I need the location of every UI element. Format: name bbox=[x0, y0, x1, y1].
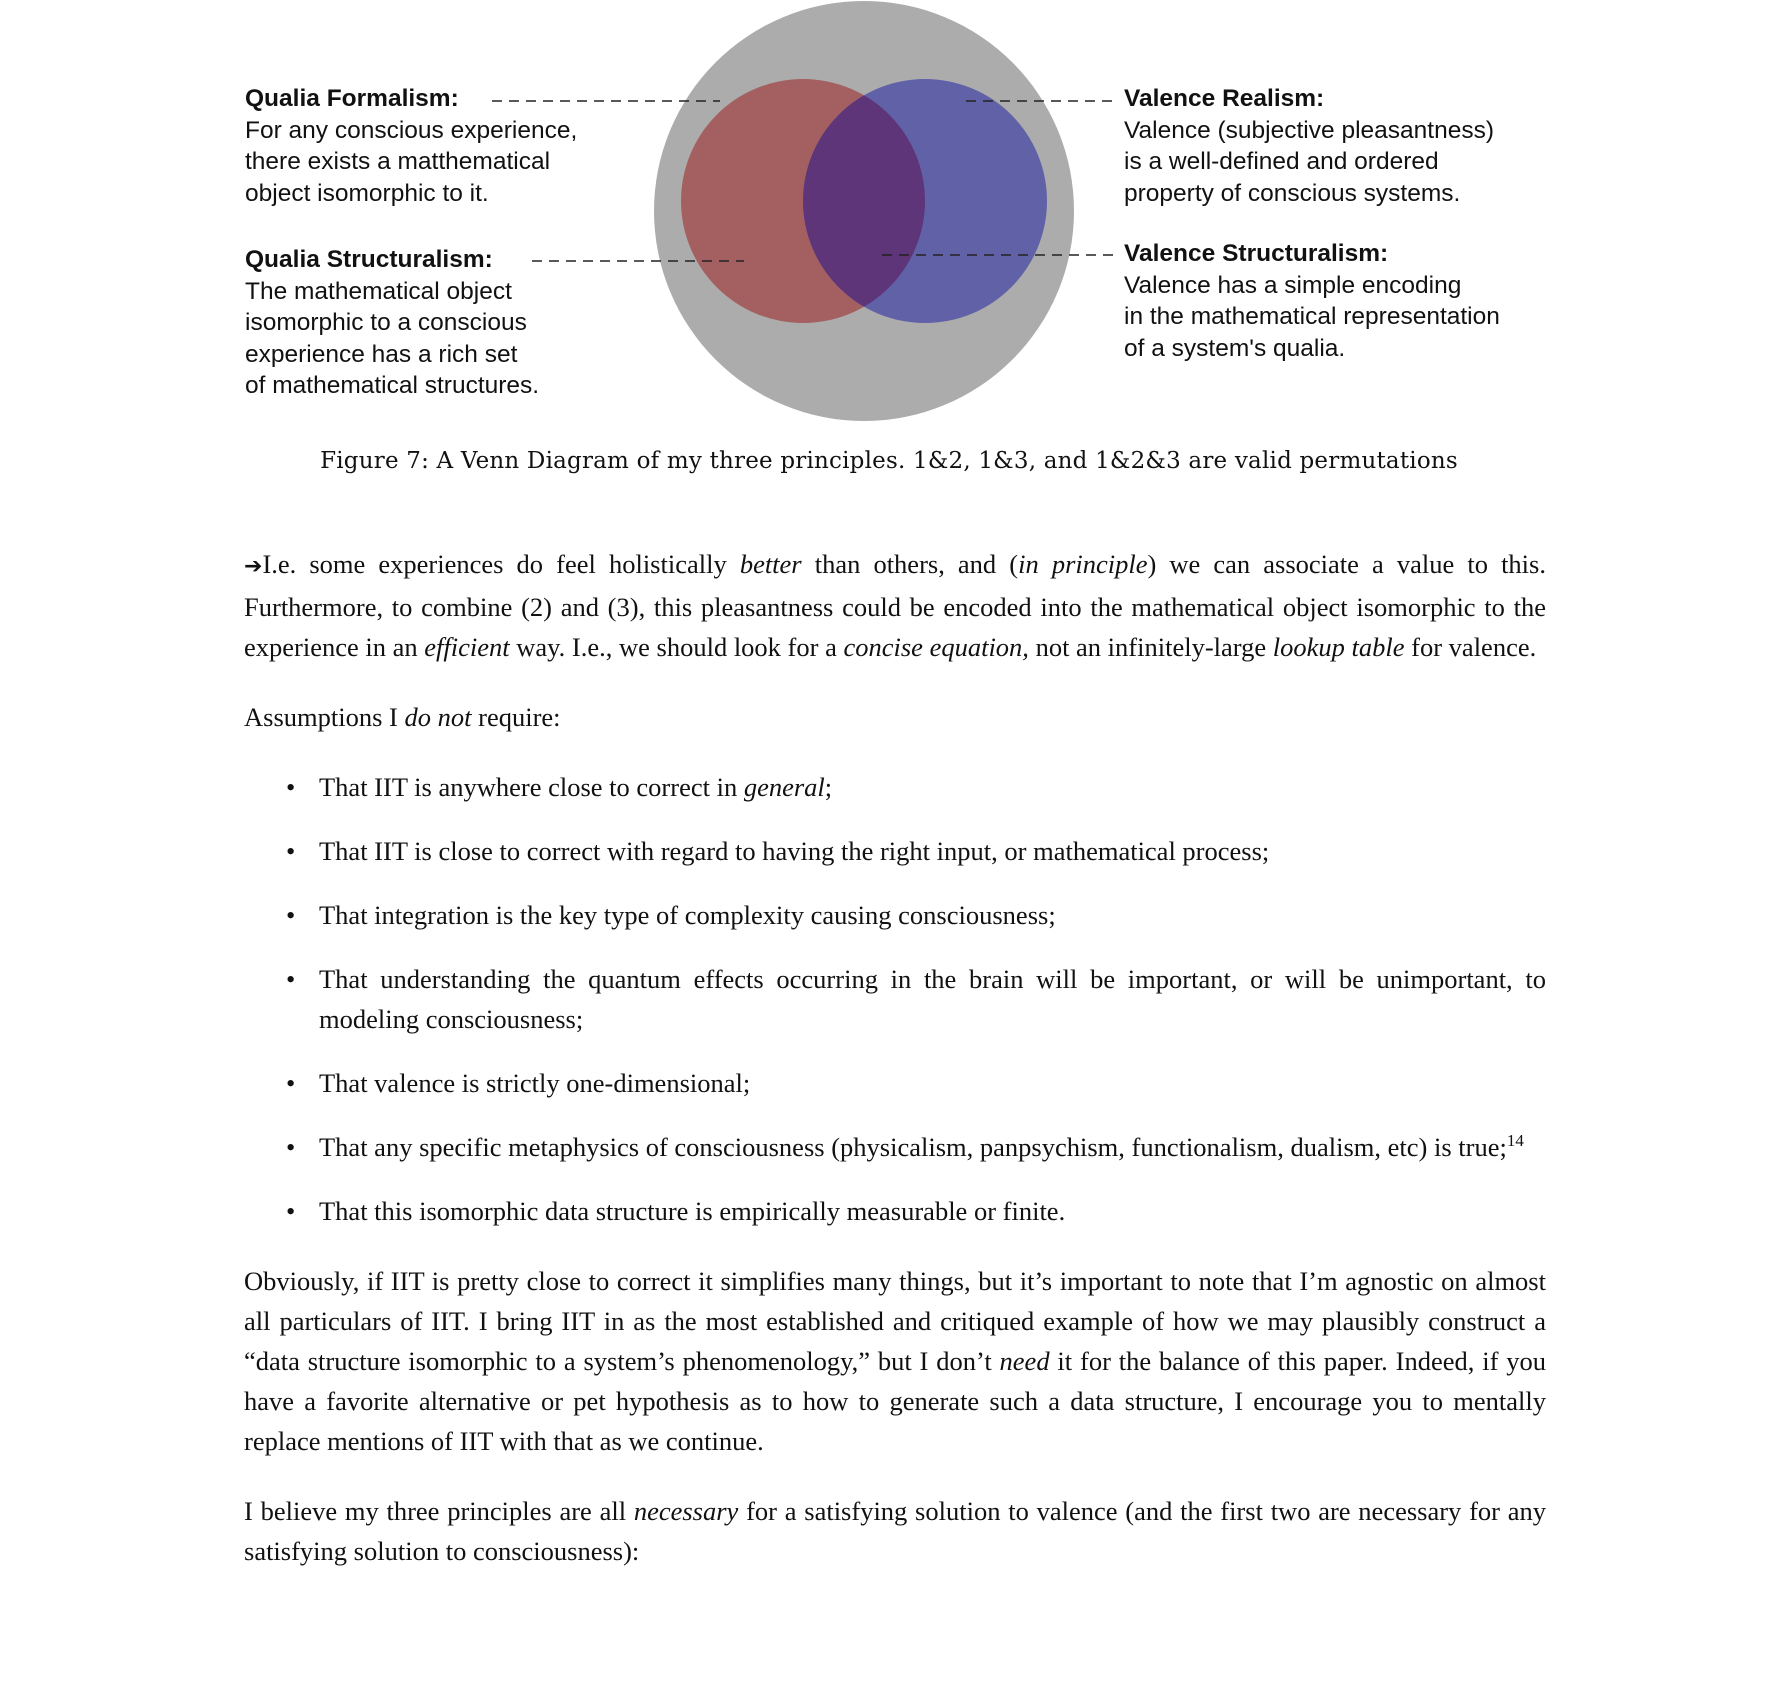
bullet-icon: • bbox=[286, 964, 296, 994]
list-item bbox=[244, 831, 1546, 871]
text-run: That any specific metaphysics of consciousness (physicalism, panpsychism, functionalism, dualism, etc) is true; bbox=[319, 1132, 1507, 1162]
paragraph-necessary-principles bbox=[244, 1491, 1546, 1571]
text-run: That integration is the key type of complexity causing consciousness; bbox=[319, 900, 1056, 930]
valence-structuralism-line: of a system's qualia. bbox=[1124, 334, 1346, 362]
valence-structuralism-line: Valence has a simple encoding bbox=[1124, 271, 1462, 299]
valence-structuralism-heading: Valence Structuralism: bbox=[1124, 240, 1389, 267]
arrow-icon: ➔ bbox=[244, 554, 263, 579]
qualia-structuralism-heading: Qualia Structuralism: bbox=[245, 246, 493, 273]
list-item bbox=[244, 767, 1546, 807]
text-run: not an infinitely-large bbox=[1028, 632, 1273, 662]
paragraph-iit-agnostic bbox=[244, 1261, 1546, 1461]
bullet-icon: • bbox=[286, 1196, 296, 1226]
italic-run: concise equation, bbox=[843, 632, 1029, 662]
bullet-icon: • bbox=[286, 836, 296, 866]
body-text bbox=[244, 544, 1546, 1571]
qualia-formalism-line: there exists a matthematical bbox=[245, 148, 551, 175]
list-item bbox=[244, 1191, 1546, 1231]
italic-run: general bbox=[743, 772, 825, 802]
valence-realism-heading: Valence Realism: bbox=[1124, 85, 1325, 112]
text-run: for valence. bbox=[1404, 632, 1537, 662]
qualia-structuralism-line: experience has a rich set bbox=[245, 340, 518, 368]
valence-realism-line: property of conscious systems. bbox=[1124, 179, 1461, 207]
text-run: than others, and ( bbox=[801, 549, 1019, 579]
text-run: it for the balance of this paper. Indeed, if you have a favorite alternative or pet hypothesis as to how to generate such a data structure, I encourage you to mentally replace mentions of IIT with that as we continue. bbox=[244, 1346, 1546, 1456]
valence-structuralism-line: in the mathematical representation bbox=[1124, 303, 1500, 330]
valence-realism-line: is a well-defined and ordered bbox=[1124, 148, 1439, 175]
qualia-formalism-heading: Qualia Formalism: bbox=[245, 85, 459, 112]
bullet-icon: • bbox=[286, 1068, 296, 1098]
text-run: That this isomorphic data structure is empirically measurable or finite. bbox=[319, 1196, 1066, 1226]
italic-run: efficient bbox=[424, 632, 510, 662]
venn-figure bbox=[0, 0, 1778, 420]
assumptions-list bbox=[244, 767, 1546, 1231]
qualia-structuralism-line: The mathematical object bbox=[245, 277, 512, 305]
bullet-icon: • bbox=[286, 772, 296, 802]
text-run: That valence is strictly one-dimensional; bbox=[319, 1068, 751, 1098]
text-run: require: bbox=[471, 702, 561, 732]
italic-run: need bbox=[999, 1346, 1050, 1376]
valence-structuralism-label bbox=[1124, 238, 1500, 364]
list-item bbox=[244, 959, 1546, 1039]
figure-caption: Figure 7: A Venn Diagram of my three principles. 1&2, 1&3, and 1&2&3 are valid permutations bbox=[320, 448, 1458, 474]
qualia-formalism-line: For any conscious experience, bbox=[245, 116, 578, 144]
text-run: ; bbox=[824, 772, 833, 802]
text-run: Obviously, if IIT is pretty close to correct it simplifies many things, but it’s important to note that I’m agnostic on almost all particulars of IIT. I bring IIT in as the most established and critiqued example of how we may plausibly construct a “data structure isomorphic to a system’s phenomenology,” but I don’t bbox=[244, 1266, 1546, 1376]
paragraph-assumptions-intro bbox=[244, 697, 1546, 737]
text-run: Assumptions I bbox=[244, 702, 405, 732]
bullet-icon: • bbox=[286, 900, 296, 930]
list-item bbox=[244, 1063, 1546, 1103]
text-run: I believe my three principles are all bbox=[244, 1496, 634, 1526]
qualia-structuralism-line: of mathematical structures. bbox=[245, 372, 540, 399]
bullet-icon: • bbox=[286, 1132, 296, 1162]
italic-run: do not bbox=[404, 702, 472, 732]
qualia-formalism-label bbox=[245, 83, 577, 209]
footnote-marker[interactable]: 14 bbox=[1506, 1131, 1524, 1150]
text-run: for a satisfying solution to valence (and the first two are necessary for any satisfying solution to consciousness): bbox=[244, 1496, 1546, 1566]
text-run: That IIT is anywhere close to correct in bbox=[319, 772, 744, 802]
qualia-formalism-line: object isomorphic to it. bbox=[245, 179, 489, 207]
text-run: That IIT is close to correct with regard to having the right input, or mathematical process; bbox=[319, 836, 1270, 866]
paragraph-valence-summary bbox=[244, 544, 1546, 667]
list-item bbox=[244, 895, 1546, 935]
italic-run: necessary bbox=[633, 1496, 739, 1526]
list-item bbox=[244, 1127, 1546, 1167]
valence-realism-label bbox=[1124, 83, 1494, 209]
text-run: I.e. some experiences do feel holistically bbox=[262, 549, 740, 579]
qualia-structuralism-label bbox=[245, 244, 539, 402]
text-run: That understanding the quantum effects occurring in the brain will be important, or will be unimportant, to modeling consciousness; bbox=[319, 964, 1546, 1034]
italic-run: lookup table bbox=[1272, 632, 1405, 662]
valence-realism-line: Valence (subjective pleasantness) bbox=[1124, 116, 1494, 144]
text-run: ) we can associate a value to this. Furthermore, to combine (2) and (3), this pleasantness could be encoded into the mathematical object isomorphic to the experience in an bbox=[244, 549, 1546, 662]
qualia-structuralism-line: isomorphic to a conscious bbox=[245, 309, 527, 336]
italic-run: better bbox=[739, 549, 802, 579]
italic-run: in principle bbox=[1018, 549, 1148, 579]
text-run: way. I.e., we should look for a bbox=[509, 632, 844, 662]
